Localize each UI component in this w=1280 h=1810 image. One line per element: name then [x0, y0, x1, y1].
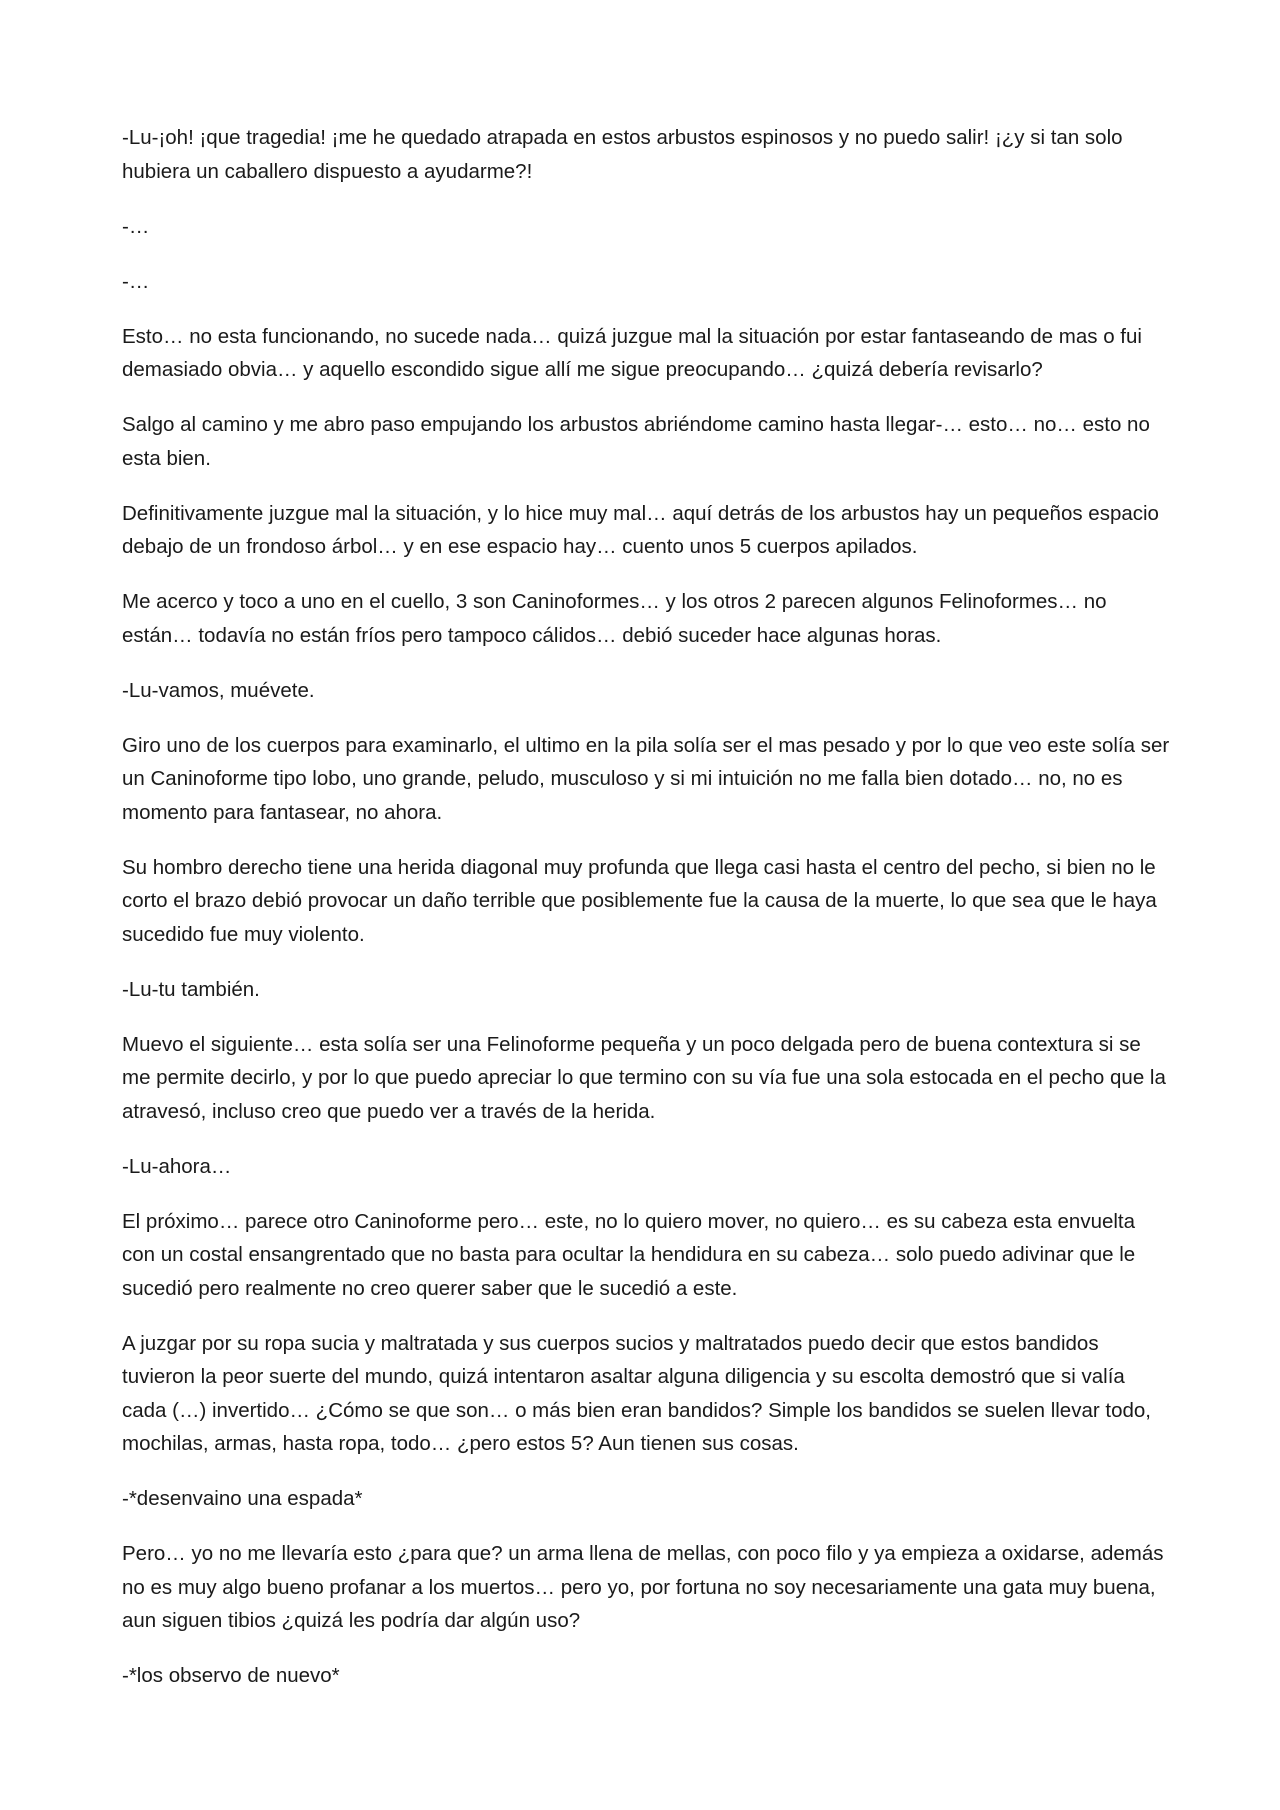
- paragraph: Definitivamente juzgue mal la situación, y lo hice muy mal… aquí detrás de los arbustos hay un pequeños espacio debajo de un frondoso árbol… y en ese espacio hay… cuento unos 5 cuerpos apilados.: [122, 501, 1159, 558]
- paragraph: -…: [122, 269, 150, 293]
- paragraph: Me acerco y toco a uno en el cuello, 3 son Caninoformes… y los otros 2 parecen algunos Felinoformes… no están… todavía no están fríos pero tampoco cálidos… debió suceder hace algunas horas.: [122, 590, 1107, 647]
- paragraph: -*los observo de nuevo*: [122, 1664, 340, 1687]
- paragraph: -Lu-ahora…: [122, 1154, 232, 1178]
- paragraph: Esto… no esta funcionando, no sucede nada… quizá juzgue mal la situación por estar fantaseando de mas o fui demasiado obvia… y aquello escondido sigue allí me sigue preocupando… ¿quizá debería revisarlo?: [122, 324, 1142, 381]
- paragraph: Muevo el siguiente… esta solía ser una Felinoforme pequeña y un poco delgada pero de buena contextura si se me permite decirlo, y por lo que puedo apreciar lo que termino con su vía fue una sola estocada en el pecho que la atravesó, incluso creo que puedo ver a través de la herida.: [122, 1032, 1166, 1123]
- paragraph: -Lu-tu también.: [122, 977, 260, 1001]
- paragraph: Pero… yo no me llevaría esto ¿para que? un arma llena de mellas, con poco filo y ya empieza a oxidarse, además no es muy algo bueno profanar a los muertos… pero yo, por fortuna no soy necesariamente una gata muy buena, aun siguen tibios ¿quizá les podría dar algún uso?: [122, 1542, 1164, 1632]
- paragraph: -Lu-¡oh! ¡que tragedia! ¡me he quedado atrapada en estos arbustos espinosos y no puedo salir! ¡¿y si tan solo hubiera un caballero dispuesto a ayudarme?!: [122, 126, 1123, 183]
- paragraph: -Lu-vamos, muévete.: [122, 678, 315, 702]
- paragraph: Salgo al camino y me abro paso empujando los arbustos abriéndome camino hasta llegar-… esto… no… esto no esta bien.: [122, 413, 1150, 470]
- paragraph: -…: [122, 214, 150, 238]
- paragraph: A juzgar por su ropa sucia y maltratada y sus cuerpos sucios y maltratados puedo decir que estos bandidos tuvieron la peor suerte del mundo, quizá intentaron asaltar alguna diligencia y su escolta demostró que si valía cada (…) invertido… ¿Cómo se que son… o más bien eran bandidos? Simple los bandidos se suelen llevar todo, mochilas, armas, hasta ropa, todo… ¿pero estos 5? Aun tienen sus cosas.: [122, 1331, 1151, 1455]
- paragraph: -*desenvaino una espada*: [122, 1487, 363, 1510]
- paragraph: El próximo… parece otro Caninoforme pero… este, no lo quiero mover, no quiero… es su cabeza esta envuelta con un costal ensangrentado que no basta para ocultar la hendidura en su cabeza… solo puedo adivinar que le sucedió pero realmente no creo querer saber que le sucedió a este.: [122, 1209, 1136, 1300]
- paragraph: Su hombro derecho tiene una herida diagonal muy profunda que llega casi hasta el centro del pecho, si bien no le corto el brazo debió provocar un daño terrible que posiblemente fue la causa de la muerte, lo que sea que le haya sucedido fue muy violento.: [122, 855, 1157, 946]
- paragraph: Giro uno de los cuerpos para examinarlo, el ultimo en la pila solía ser el mas pesado y por lo que veo este solía ser un Caninoforme tipo lobo, uno grande, peludo, musculoso y si mi intuición no me falla bien dotado… no, no es momento para fantasear, no ahora.: [122, 733, 1170, 824]
- document-body: [122, 121, 1172, 1714]
